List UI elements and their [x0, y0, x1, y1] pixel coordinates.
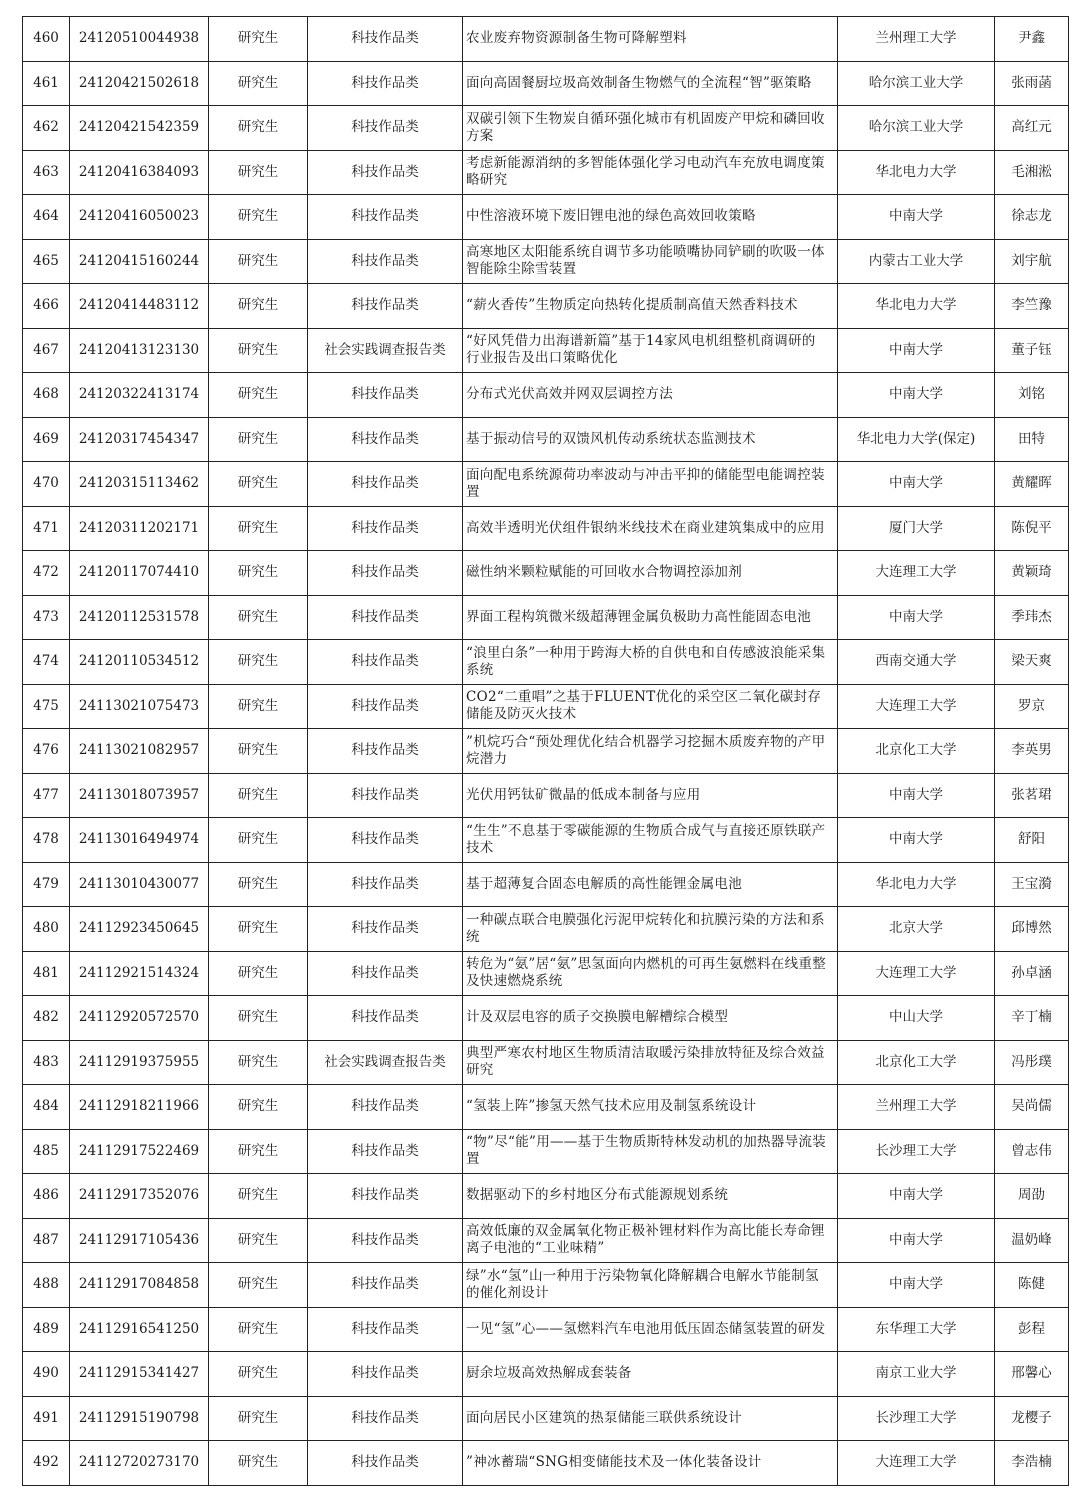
- entry-id: 24112918211966: [70, 1085, 209, 1130]
- applicant-name: 罗京: [995, 684, 1069, 729]
- project-title: 一种碳点联合电膜强化污泥甲烷转化和抗膜污染的方法和系统: [463, 907, 838, 952]
- entry-id: 24120317454347: [70, 417, 209, 462]
- entry-id: 24112916541250: [70, 1307, 209, 1352]
- row-number: 476: [23, 729, 70, 774]
- row-number: 460: [23, 17, 70, 62]
- table-row: [23, 862, 1069, 907]
- entry-id: 24112919375955: [70, 1040, 209, 1085]
- work-category: 科技作品类: [308, 1263, 463, 1308]
- table-row: [23, 773, 1069, 818]
- work-category: 科技作品类: [308, 373, 463, 418]
- row-number: 482: [23, 996, 70, 1041]
- university: 长沙理工大学: [838, 1129, 995, 1174]
- work-category: 科技作品类: [308, 150, 463, 195]
- row-number: 464: [23, 195, 70, 240]
- work-category: 科技作品类: [308, 996, 463, 1041]
- row-number: 481: [23, 951, 70, 996]
- project-title: 考虑新能源消纳的多智能体强化学习电动汽车充放电调度策略研究: [463, 150, 838, 195]
- project-title: 绿”水“氢”山一种用于污染物氧化降解耦合电解水节能制氢的催化剂设计: [463, 1263, 838, 1308]
- work-category: 科技作品类: [308, 551, 463, 596]
- work-category: 科技作品类: [308, 595, 463, 640]
- applicant-name: 温奶峰: [995, 1218, 1069, 1263]
- row-number: 466: [23, 284, 70, 329]
- entry-id: 24120421542359: [70, 106, 209, 151]
- work-category: 科技作品类: [308, 907, 463, 952]
- table-row: [23, 907, 1069, 952]
- student-level: 研究生: [209, 1085, 308, 1130]
- student-level: 研究生: [209, 907, 308, 952]
- student-level: 研究生: [209, 417, 308, 462]
- project-title: 高效半透明光伏组件银纳米线技术在商业建筑集成中的应用: [463, 506, 838, 551]
- row-number: 480: [23, 907, 70, 952]
- applicant-name: 曾志伟: [995, 1129, 1069, 1174]
- applicant-name: 刘铭: [995, 373, 1069, 418]
- applicant-name: 刘宇航: [995, 239, 1069, 284]
- student-level: 研究生: [209, 729, 308, 774]
- applicant-name: 李英男: [995, 729, 1069, 774]
- university: 中南大学: [838, 773, 995, 818]
- table-row: [23, 373, 1069, 418]
- table-row: [23, 640, 1069, 685]
- row-number: 463: [23, 150, 70, 195]
- work-category: 科技作品类: [308, 729, 463, 774]
- entry-id: 24112917352076: [70, 1174, 209, 1219]
- entry-id: 24113018073957: [70, 773, 209, 818]
- entry-id: 24120415160244: [70, 239, 209, 284]
- applicant-name: 陈倪平: [995, 506, 1069, 551]
- entry-id: 24112920572570: [70, 996, 209, 1041]
- entry-id: 24112915190798: [70, 1396, 209, 1441]
- row-number: 488: [23, 1263, 70, 1308]
- applicant-name: 徐志龙: [995, 195, 1069, 240]
- project-title: 高效低廉的双金属氧化物正极补锂材料作为高比能长寿命锂离子电池的“工业味精”: [463, 1218, 838, 1263]
- work-category: 科技作品类: [308, 1352, 463, 1397]
- project-title: “浪里白条”一种用于跨海大桥的自供电和自传感波浪能采集系统: [463, 640, 838, 685]
- student-level: 研究生: [209, 1307, 308, 1352]
- table-row: [23, 595, 1069, 640]
- student-level: 研究生: [209, 284, 308, 329]
- entry-id: 24112917084858: [70, 1263, 209, 1308]
- table-row: [23, 506, 1069, 551]
- applicant-name: 尹鑫: [995, 17, 1069, 62]
- project-title: 厨余垃圾高效热解成套装备: [463, 1352, 838, 1397]
- applicant-name: 冯彤璞: [995, 1040, 1069, 1085]
- row-number: 472: [23, 551, 70, 596]
- row-number: 471: [23, 506, 70, 551]
- entry-id: 24120413123130: [70, 328, 209, 373]
- student-level: 研究生: [209, 1396, 308, 1441]
- student-level: 研究生: [209, 17, 308, 62]
- work-category: 科技作品类: [308, 462, 463, 507]
- work-category: 科技作品类: [308, 1218, 463, 1263]
- entry-id: 24112923450645: [70, 907, 209, 952]
- university: 中南大学: [838, 818, 995, 863]
- table-row: [23, 17, 1069, 62]
- row-number: 478: [23, 818, 70, 863]
- work-category: 科技作品类: [308, 61, 463, 106]
- work-category: 科技作品类: [308, 684, 463, 729]
- row-number: 462: [23, 106, 70, 151]
- work-category: 科技作品类: [308, 1307, 463, 1352]
- university: 内蒙古工业大学: [838, 239, 995, 284]
- table-row: [23, 417, 1069, 462]
- university: 哈尔滨工业大学: [838, 106, 995, 151]
- university: 南京工业大学: [838, 1352, 995, 1397]
- student-level: 研究生: [209, 551, 308, 596]
- student-level: 研究生: [209, 1218, 308, 1263]
- row-number: 475: [23, 684, 70, 729]
- table-row: [23, 1263, 1069, 1308]
- student-level: 研究生: [209, 1441, 308, 1486]
- university: 华北电力大学(保定): [838, 417, 995, 462]
- university: 大连理工大学: [838, 551, 995, 596]
- student-level: 研究生: [209, 195, 308, 240]
- applicant-name: 邱博然: [995, 907, 1069, 952]
- applicant-name: 陈健: [995, 1263, 1069, 1308]
- student-level: 研究生: [209, 239, 308, 284]
- project-title: 面向高固餐厨垃圾高效制备生物燃气的全流程“智”驱策略: [463, 61, 838, 106]
- university: 华北电力大学: [838, 150, 995, 195]
- university: 东华理工大学: [838, 1307, 995, 1352]
- applicant-name: 张茗珺: [995, 773, 1069, 818]
- project-title: “薪火香传”生物质定向热转化提质制高值天然香料技术: [463, 284, 838, 329]
- applicant-name: 田特: [995, 417, 1069, 462]
- row-number: 492: [23, 1441, 70, 1486]
- work-category: 科技作品类: [308, 284, 463, 329]
- entry-id: 24113021082957: [70, 729, 209, 774]
- row-number: 474: [23, 640, 70, 685]
- table-row: [23, 1174, 1069, 1219]
- work-category: 科技作品类: [308, 773, 463, 818]
- university: 中南大学: [838, 1174, 995, 1219]
- university: 北京大学: [838, 907, 995, 952]
- table-row: [23, 195, 1069, 240]
- university: 中南大学: [838, 595, 995, 640]
- project-title: 光伏用钙钛矿微晶的低成本制备与应用: [463, 773, 838, 818]
- applicant-name: 季玮杰: [995, 595, 1069, 640]
- student-level: 研究生: [209, 773, 308, 818]
- table-row: [23, 239, 1069, 284]
- row-number: 484: [23, 1085, 70, 1130]
- project-title: “氢装上阵”掺氢天然气技术应用及制氢系统设计: [463, 1085, 838, 1130]
- entry-id: 24120414483112: [70, 284, 209, 329]
- table-row: [23, 1396, 1069, 1441]
- project-title: “物”尽“能”用——基于生物质斯特林发动机的加热器导流装置: [463, 1129, 838, 1174]
- university: 西南交通大学: [838, 640, 995, 685]
- row-number: 469: [23, 417, 70, 462]
- work-category: 科技作品类: [308, 506, 463, 551]
- work-category: 科技作品类: [308, 239, 463, 284]
- table-row: [23, 684, 1069, 729]
- entry-id: 24113021075473: [70, 684, 209, 729]
- table-row: [23, 1040, 1069, 1085]
- university: 大连理工大学: [838, 951, 995, 996]
- row-number: 479: [23, 862, 70, 907]
- row-number: 473: [23, 595, 70, 640]
- project-title: ”神冰蓄瑞“SNG相变储能技术及一体化装备设计: [463, 1441, 838, 1486]
- project-title: 面向配电系统源荷功率波动与冲击平抑的储能型电能调控装置: [463, 462, 838, 507]
- project-title: 基于超薄复合固态电解质的高性能锂金属电池: [463, 862, 838, 907]
- student-level: 研究生: [209, 462, 308, 507]
- work-category: 科技作品类: [308, 1085, 463, 1130]
- project-title: 计及双层电容的质子交换膜电解槽综合模型: [463, 996, 838, 1041]
- university: 北京化工大学: [838, 1040, 995, 1085]
- project-title: 典型严寒农村地区生物质清洁取暖污染排放特征及综合效益研究: [463, 1040, 838, 1085]
- table-row: [23, 1085, 1069, 1130]
- applicant-name: 张雨菡: [995, 61, 1069, 106]
- university: 大连理工大学: [838, 684, 995, 729]
- award-list-table: [22, 16, 1069, 1486]
- project-title: 磁性纳米颗粒赋能的可回收水合物调控添加剂: [463, 551, 838, 596]
- university: 中南大学: [838, 1218, 995, 1263]
- row-number: 468: [23, 373, 70, 418]
- row-number: 491: [23, 1396, 70, 1441]
- entry-id: 24120416050023: [70, 195, 209, 240]
- project-title: 中性溶液环境下废旧锂电池的绿色高效回收策略: [463, 195, 838, 240]
- university: 中南大学: [838, 373, 995, 418]
- student-level: 研究生: [209, 996, 308, 1041]
- row-number: 489: [23, 1307, 70, 1352]
- project-title: 数据驱动下的乡村地区分布式能源规划系统: [463, 1174, 838, 1219]
- work-category: 社会实践调查报告类: [308, 1040, 463, 1085]
- entry-id: 24120112531578: [70, 595, 209, 640]
- university: 北京化工大学: [838, 729, 995, 774]
- table-row: [23, 1307, 1069, 1352]
- entry-id: 24112720273170: [70, 1441, 209, 1486]
- table-row: [23, 551, 1069, 596]
- university: 中南大学: [838, 195, 995, 240]
- table-row: [23, 818, 1069, 863]
- table-row: [23, 462, 1069, 507]
- table-row: [23, 1352, 1069, 1397]
- table-row: [23, 328, 1069, 373]
- applicant-name: 黄耀晖: [995, 462, 1069, 507]
- work-category: 科技作品类: [308, 1174, 463, 1219]
- project-title: 农业废弃物资源制备生物可降解塑料: [463, 17, 838, 62]
- university: 厦门大学: [838, 506, 995, 551]
- work-category: 科技作品类: [308, 862, 463, 907]
- work-category: 科技作品类: [308, 1441, 463, 1486]
- university: 兰州理工大学: [838, 17, 995, 62]
- row-number: 487: [23, 1218, 70, 1263]
- applicant-name: 毛湘淞: [995, 150, 1069, 195]
- project-title: 一见“氢”心——氢燃料汽车电池用低压固态储氢装置的研发: [463, 1307, 838, 1352]
- entry-id: 24120117074410: [70, 551, 209, 596]
- university: 华北电力大学: [838, 284, 995, 329]
- applicant-name: 舒阳: [995, 818, 1069, 863]
- work-category: 科技作品类: [308, 951, 463, 996]
- entry-id: 24120110534512: [70, 640, 209, 685]
- applicant-name: 周劭: [995, 1174, 1069, 1219]
- work-category: 科技作品类: [308, 1129, 463, 1174]
- table-row: [23, 106, 1069, 151]
- table-row: [23, 150, 1069, 195]
- university: 兰州理工大学: [838, 1085, 995, 1130]
- row-number: 465: [23, 239, 70, 284]
- table-row: [23, 284, 1069, 329]
- applicant-name: 龙樱子: [995, 1396, 1069, 1441]
- row-number: 461: [23, 61, 70, 106]
- student-level: 研究生: [209, 951, 308, 996]
- entry-id: 24112921514324: [70, 951, 209, 996]
- entry-id: 24113010430077: [70, 862, 209, 907]
- project-title: 基于振动信号的双馈风机传动系统状态监测技术: [463, 417, 838, 462]
- applicant-name: 高红元: [995, 106, 1069, 151]
- student-level: 研究生: [209, 862, 308, 907]
- project-title: “生生”不息基于零碳能源的生物质合成气与直接还原铁联产技术: [463, 818, 838, 863]
- university: 哈尔滨工业大学: [838, 61, 995, 106]
- entry-id: 24113016494974: [70, 818, 209, 863]
- applicant-name: 梁天爽: [995, 640, 1069, 685]
- row-number: 483: [23, 1040, 70, 1085]
- university: 中南大学: [838, 462, 995, 507]
- row-number: 486: [23, 1174, 70, 1219]
- work-category: 科技作品类: [308, 818, 463, 863]
- student-level: 研究生: [209, 1040, 308, 1085]
- project-title: 高寒地区太阳能系统自调节多功能喷嘴协同铲刷的吹吸一体智能除尘除雪装置: [463, 239, 838, 284]
- applicant-name: 辛丁楠: [995, 996, 1069, 1041]
- applicant-name: 邢馨心: [995, 1352, 1069, 1397]
- student-level: 研究生: [209, 1174, 308, 1219]
- university: 中南大学: [838, 1263, 995, 1308]
- project-title: “好风凭借力出海谱新篇”基于14家风电机组整机商调研的行业报告及出口策略优化: [463, 328, 838, 373]
- work-category: 科技作品类: [308, 106, 463, 151]
- entry-id: 24120315113462: [70, 462, 209, 507]
- work-category: 科技作品类: [308, 417, 463, 462]
- entry-id: 24120510044938: [70, 17, 209, 62]
- table-row: [23, 1129, 1069, 1174]
- table-row: [23, 729, 1069, 774]
- row-number: 477: [23, 773, 70, 818]
- university: 中山大学: [838, 996, 995, 1041]
- student-level: 研究生: [209, 106, 308, 151]
- work-category: 科技作品类: [308, 195, 463, 240]
- applicant-name: 吴尚儒: [995, 1085, 1069, 1130]
- student-level: 研究生: [209, 150, 308, 195]
- entry-id: 24120421502618: [70, 61, 209, 106]
- student-level: 研究生: [209, 1129, 308, 1174]
- student-level: 研究生: [209, 1352, 308, 1397]
- project-title: 面向居民小区建筑的热泵储能三联供系统设计: [463, 1396, 838, 1441]
- student-level: 研究生: [209, 328, 308, 373]
- entry-id: 24112917105436: [70, 1218, 209, 1263]
- university: 中南大学: [838, 328, 995, 373]
- student-level: 研究生: [209, 684, 308, 729]
- applicant-name: 李竺豫: [995, 284, 1069, 329]
- student-level: 研究生: [209, 61, 308, 106]
- applicant-name: 董子钰: [995, 328, 1069, 373]
- work-category: 科技作品类: [308, 17, 463, 62]
- row-number: 485: [23, 1129, 70, 1174]
- table-body: [23, 17, 1069, 1486]
- table-row: [23, 1441, 1069, 1486]
- row-number: 490: [23, 1352, 70, 1397]
- row-number: 467: [23, 328, 70, 373]
- student-level: 研究生: [209, 506, 308, 551]
- table-row: [23, 61, 1069, 106]
- entry-id: 24120322413174: [70, 373, 209, 418]
- applicant-name: 彭程: [995, 1307, 1069, 1352]
- project-title: 界面工程构筑微米级超薄锂金属负极助力高性能固态电池: [463, 595, 838, 640]
- applicant-name: 黄颖琦: [995, 551, 1069, 596]
- university: 大连理工大学: [838, 1441, 995, 1486]
- table-row: [23, 951, 1069, 996]
- row-number: 470: [23, 462, 70, 507]
- project-title: 分布式光伏高效并网双层调控方法: [463, 373, 838, 418]
- applicant-name: 李浩楠: [995, 1441, 1069, 1486]
- entry-id: 24120416384093: [70, 150, 209, 195]
- table-row: [23, 1218, 1069, 1263]
- work-category: 社会实践调查报告类: [308, 328, 463, 373]
- student-level: 研究生: [209, 640, 308, 685]
- entry-id: 24120311202171: [70, 506, 209, 551]
- project-title: CO2“二重唱”之基于FLUENT优化的采空区二氧化碳封存储能及防灭火技术: [463, 684, 838, 729]
- work-category: 科技作品类: [308, 1396, 463, 1441]
- table-row: [23, 996, 1069, 1041]
- project-title: 转危为“氨”居“氨”思氢面向内燃机的可再生氨燃料在线重整及快速燃烧系统: [463, 951, 838, 996]
- entry-id: 24112917522469: [70, 1129, 209, 1174]
- student-level: 研究生: [209, 373, 308, 418]
- work-category: 科技作品类: [308, 640, 463, 685]
- student-level: 研究生: [209, 1263, 308, 1308]
- entry-id: 24112915341427: [70, 1352, 209, 1397]
- project-title: ”机烷巧合“预处理优化结合机器学习挖掘木质废弃物的产甲烷潜力: [463, 729, 838, 774]
- university: 长沙理工大学: [838, 1396, 995, 1441]
- university: 华北电力大学: [838, 862, 995, 907]
- student-level: 研究生: [209, 595, 308, 640]
- applicant-name: 孙卓涵: [995, 951, 1069, 996]
- student-level: 研究生: [209, 818, 308, 863]
- project-title: 双碳引领下生物炭自循环强化城市有机固废产甲烷和磷回收方案: [463, 106, 838, 151]
- applicant-name: 王宝漪: [995, 862, 1069, 907]
